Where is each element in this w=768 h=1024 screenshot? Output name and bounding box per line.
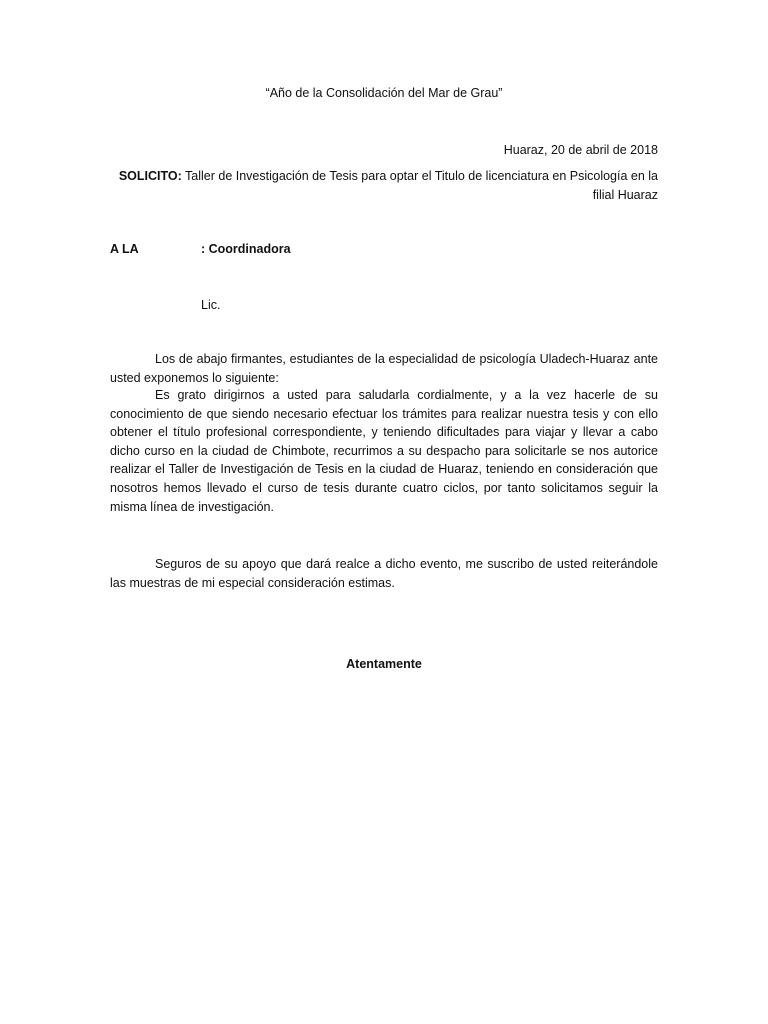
subject-label: SOLICITO: (118, 169, 182, 183)
recipient-value: : Coordinadora (201, 242, 291, 256)
closing-salutation: Atentamente (346, 657, 422, 671)
year-motto: “Año de la Consolidación del Mar de Grau” (265, 86, 503, 100)
recipient-label: A LA (110, 242, 139, 256)
subject-text: Taller de Investigación de Tesis para optar el Titulo de licenciatura en Psicología en la filial Huaraz (185, 169, 658, 202)
subject-line (110, 167, 658, 205)
body-paragraph: Es grato dirigirnos a usted para saludarla cordialmente, y a la vez hacerle de su conocimiento de que siendo necesario efectuar los trámites para realizar nuestra tesis y con ello obtener el título profesional correspondiente, y teniendo dificultades para viajar y llevar a cabo dicho curso en la ciudad de Chimbote, recurrimos a su despacho para solicitarle se nos autorice realizar el Taller de Investigación de Tesis en la ciudad de Huaraz, teniendo en consideración que nosotros hemos llevado el curso de tesis durante cuatro ciclos, por tanto solicitamos seguir la misma línea de investigación. (110, 388, 658, 514)
recipient-title: Lic. (201, 298, 221, 312)
closing-paragraph: Seguros de su apoyo que dará realce a dicho evento, me suscribo de usted reiterándole las muestras de mi especial consideración estimas. (110, 557, 658, 590)
intro-paragraph: Los de abajo firmantes, estudiantes de la especialidad de psicología Uladech-Huaraz ante usted exponemos lo siguiente: (110, 352, 658, 385)
letter-date: Huaraz, 20 de abril de 2018 (503, 143, 658, 157)
